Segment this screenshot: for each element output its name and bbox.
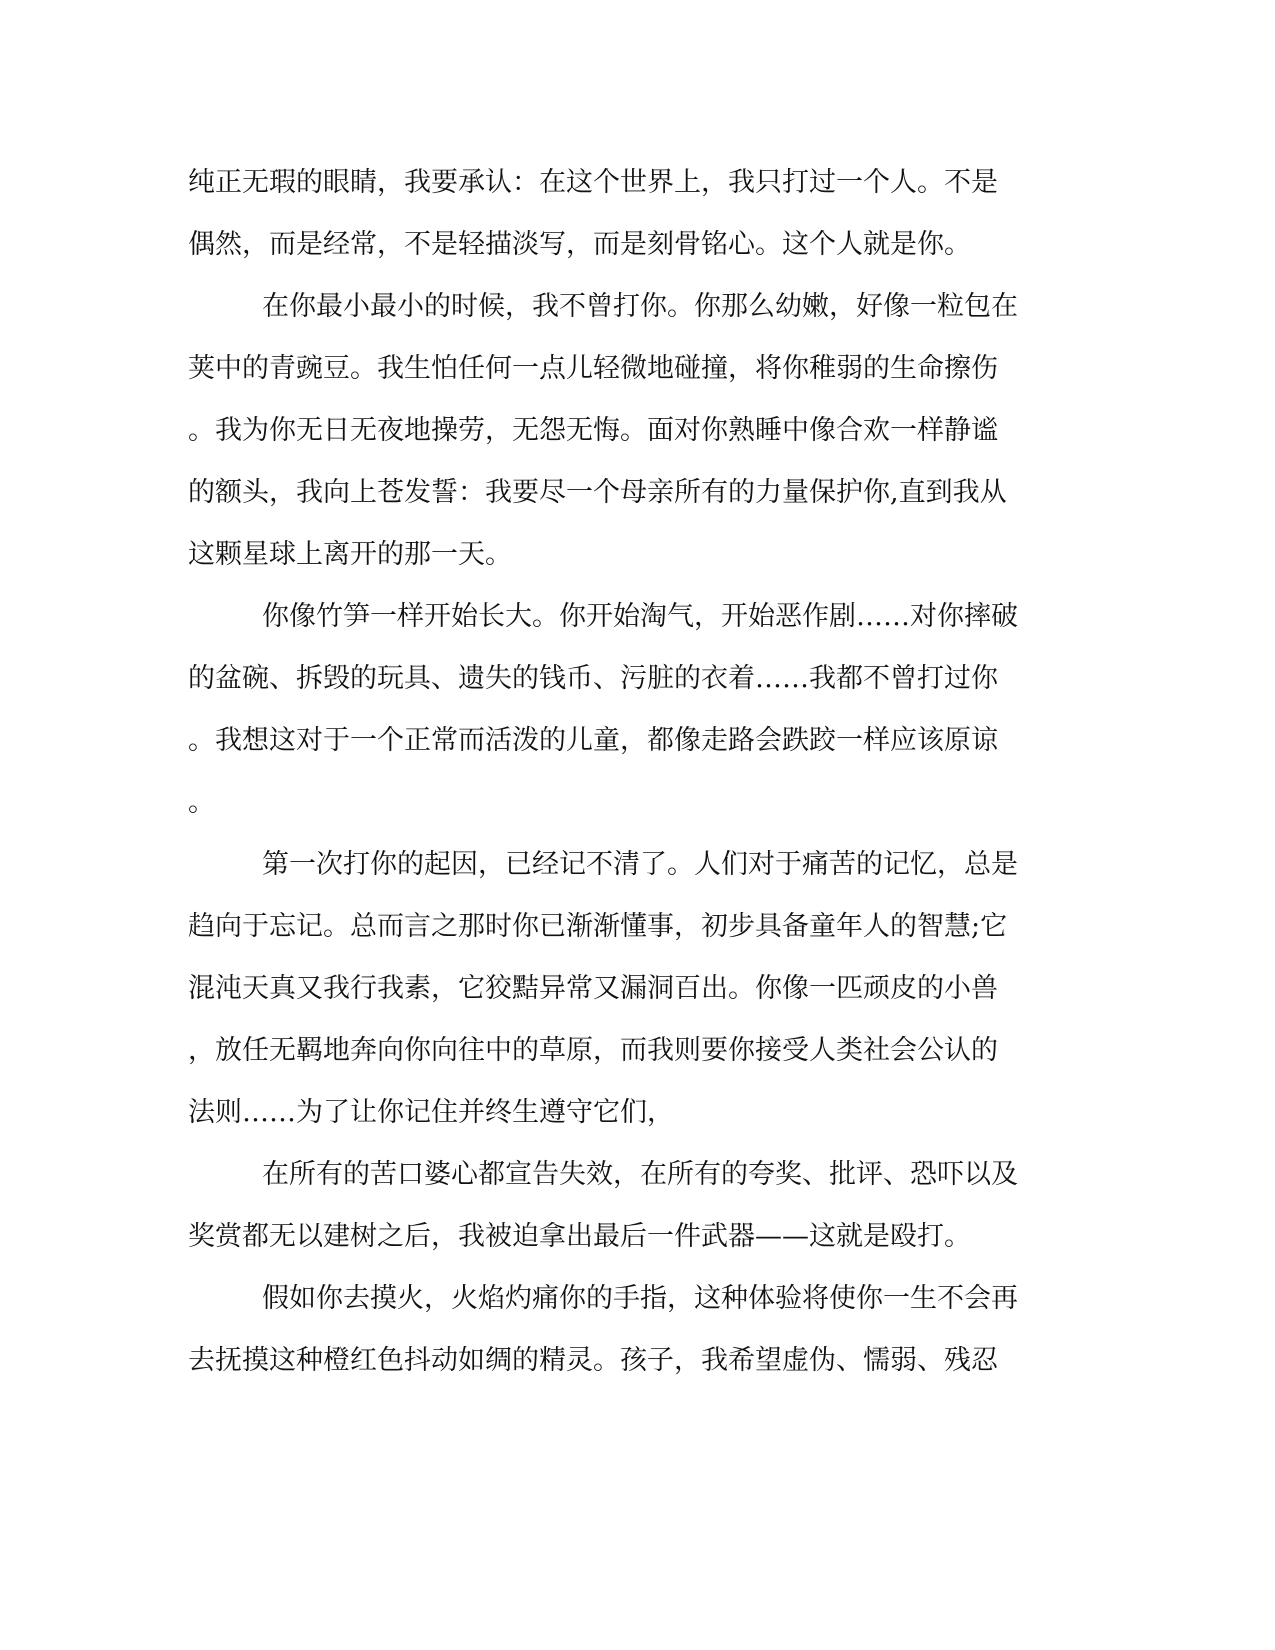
text-line: 偶然，而是经常，不是轻描淡写，而是刻骨铭心。这个人就是你。 bbox=[188, 229, 971, 260]
paragraph-first-line: 在你最小最小的时候，我不曾打你。你那么幼嫩，好像一粒包在 bbox=[262, 291, 1018, 322]
paragraph-first-line: 你像竹笋一样开始长大。你开始淘气，开始恶作剧……对你摔破 bbox=[262, 601, 1018, 632]
text-line: 纯正无瑕的眼睛，我要承认：在这个世界上，我只打过一个人。不是 bbox=[188, 167, 998, 198]
paragraph-first-line: 在所有的苦口婆心都宣告失效，在所有的夸奖、批评、恐吓以及 bbox=[262, 1159, 1018, 1190]
paragraph-first-line: 假如你去摸火，火焰灼痛你的手指，这种体验将使你一生不会再 bbox=[262, 1283, 1018, 1314]
text-line: 。我想这对于一个正常而活泼的儿童，都像走路会跌跤一样应该原谅 bbox=[188, 725, 998, 756]
text-line: 这颗星球上离开的那一天。 bbox=[188, 539, 512, 570]
text-line: 混沌天真又我行我素，它狡黠异常又漏洞百出。你像一匹顽皮的小兽 bbox=[188, 973, 998, 1004]
text-line: 趋向于忘记。总而言之那时你已渐渐懂事，初步具备童年人的智慧;它 bbox=[188, 911, 1008, 942]
text-line: 去抚摸这种橙红色抖动如绸的精灵。孩子，我希望虚伪、懦弱、残忍 bbox=[188, 1345, 998, 1376]
text-line: 法则……为了让你记住并终生遵守它们， bbox=[188, 1097, 674, 1128]
text-line: ，放任无羁地奔向你向往中的草原，而我则要你接受人类社会公认的 bbox=[188, 1035, 998, 1066]
text-line: 奖赏都无以建树之后，我被迫拿出最后一件武器——这就是殴打。 bbox=[188, 1221, 971, 1252]
text-line: 的额头，我向上苍发誓：我要尽一个母亲所有的力量保护你,直到我从 bbox=[188, 477, 1007, 508]
text-line: 。我为你无日无夜地操劳，无怨无悔。面对你熟睡中像合欢一样静谧 bbox=[188, 415, 998, 446]
paragraph-first-line: 第一次打你的起因，已经记不清了。人们对于痛苦的记忆，总是 bbox=[262, 849, 1018, 880]
text-line: 的盆碗、拆毁的玩具、遗失的钱币、污脏的衣着……我都不曾打过你 bbox=[188, 663, 998, 694]
text-line: 。 bbox=[188, 787, 215, 818]
text-line: 荚中的青豌豆。我生怕任何一点儿轻微地碰撞，将你稚弱的生命擦伤 bbox=[188, 353, 998, 384]
